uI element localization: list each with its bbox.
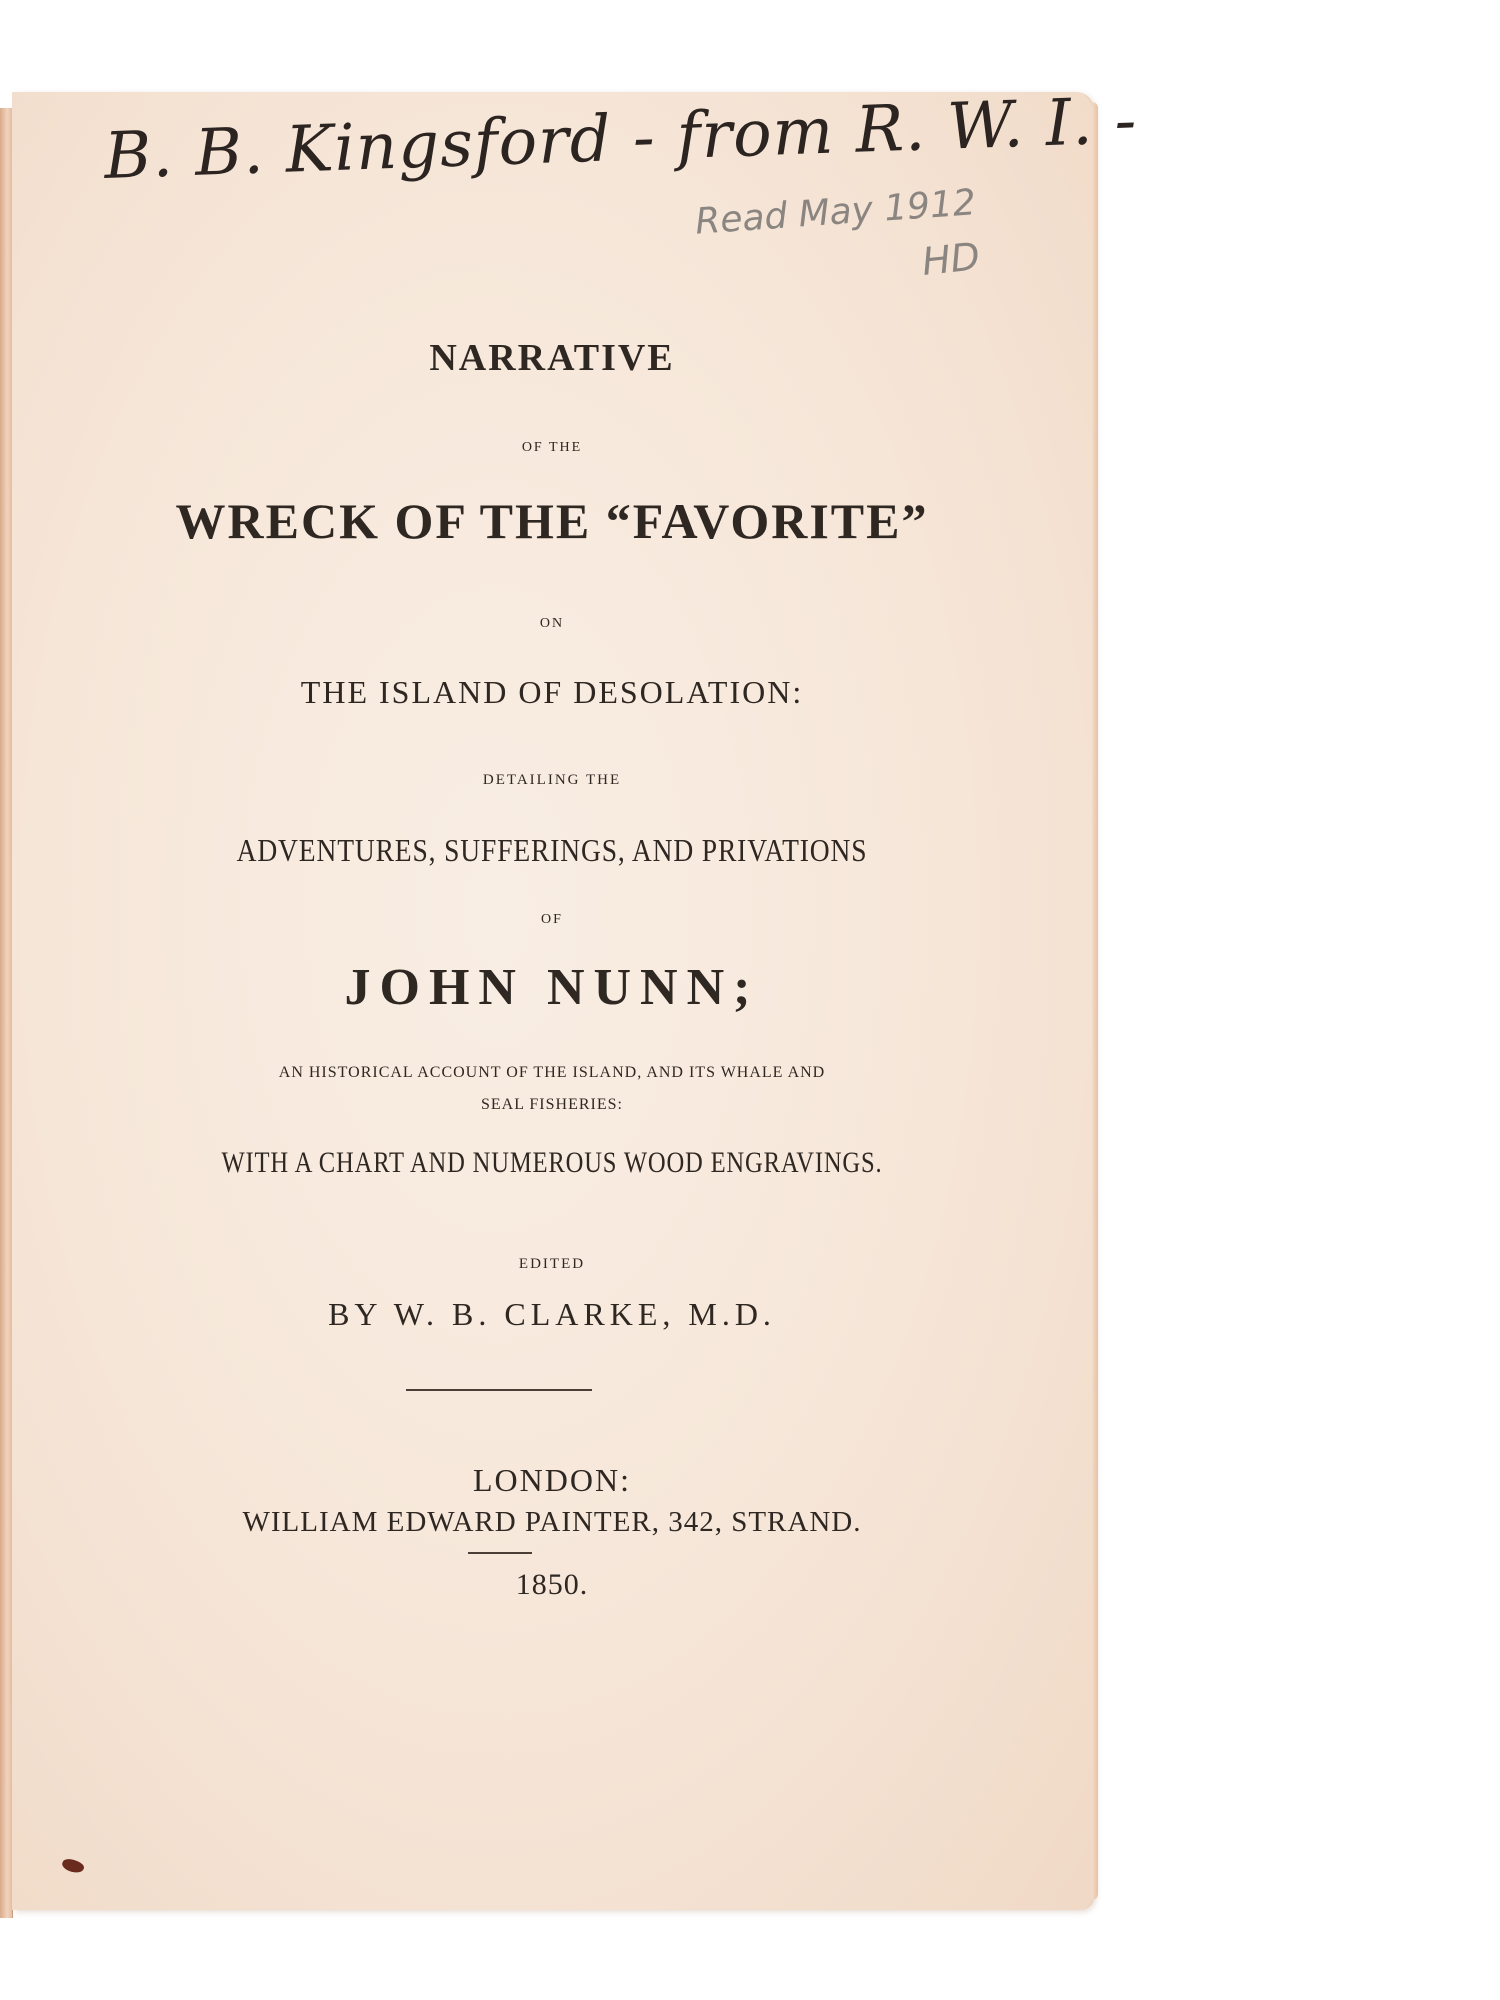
edited-label: EDITED: [518, 1256, 586, 1272]
title-island: THE ISLAND OF DESOLATION:: [300, 674, 804, 710]
page-stain: [61, 1857, 86, 1876]
imprint-year: 1850.: [515, 1568, 589, 1601]
divider-rule: [406, 1389, 592, 1391]
title-of: OF: [541, 912, 563, 927]
ink-inscription: B. B. Kingsford - from R. W. I. -: [103, 83, 1139, 195]
title-adventures: ADVENTURES, SUFFERINGS, AND PRIVATIONS: [236, 832, 868, 868]
page-edge: [1092, 102, 1098, 1900]
title-chart-engravings: WITH A CHART AND NUMEROUS WOOD ENGRAVINGS.: [221, 1146, 883, 1179]
title-detailing: DETAILING THE: [482, 772, 622, 788]
title-narrative: NARRATIVE: [429, 337, 675, 379]
title-page: [12, 83, 1139, 1910]
title-author-subject: JOHN NUNN;: [344, 959, 760, 1016]
title-wreck: WRECK OF THE “FAVORITE”: [175, 493, 929, 549]
title-historical-line-2: SEAL FISHERIES:: [481, 1096, 623, 1113]
pencil-note: Read May 1912: [693, 182, 978, 243]
imprint-city: LONDON:: [473, 1462, 631, 1498]
title-on: ON: [539, 616, 565, 631]
imprint-publisher: WILLIAM EDWARD PAINTER, 342, STRAND.: [242, 1506, 862, 1538]
title-of-the: OF THE: [521, 440, 583, 455]
short-divider-rule: [468, 1552, 532, 1554]
pencil-initials: HD: [919, 234, 982, 284]
editor-name: BY W. B. CLARKE, M.D.: [328, 1296, 776, 1332]
title-historical-line-1: AN HISTORICAL ACCOUNT OF THE ISLAND, AND ITS WHALE AND: [278, 1064, 826, 1081]
